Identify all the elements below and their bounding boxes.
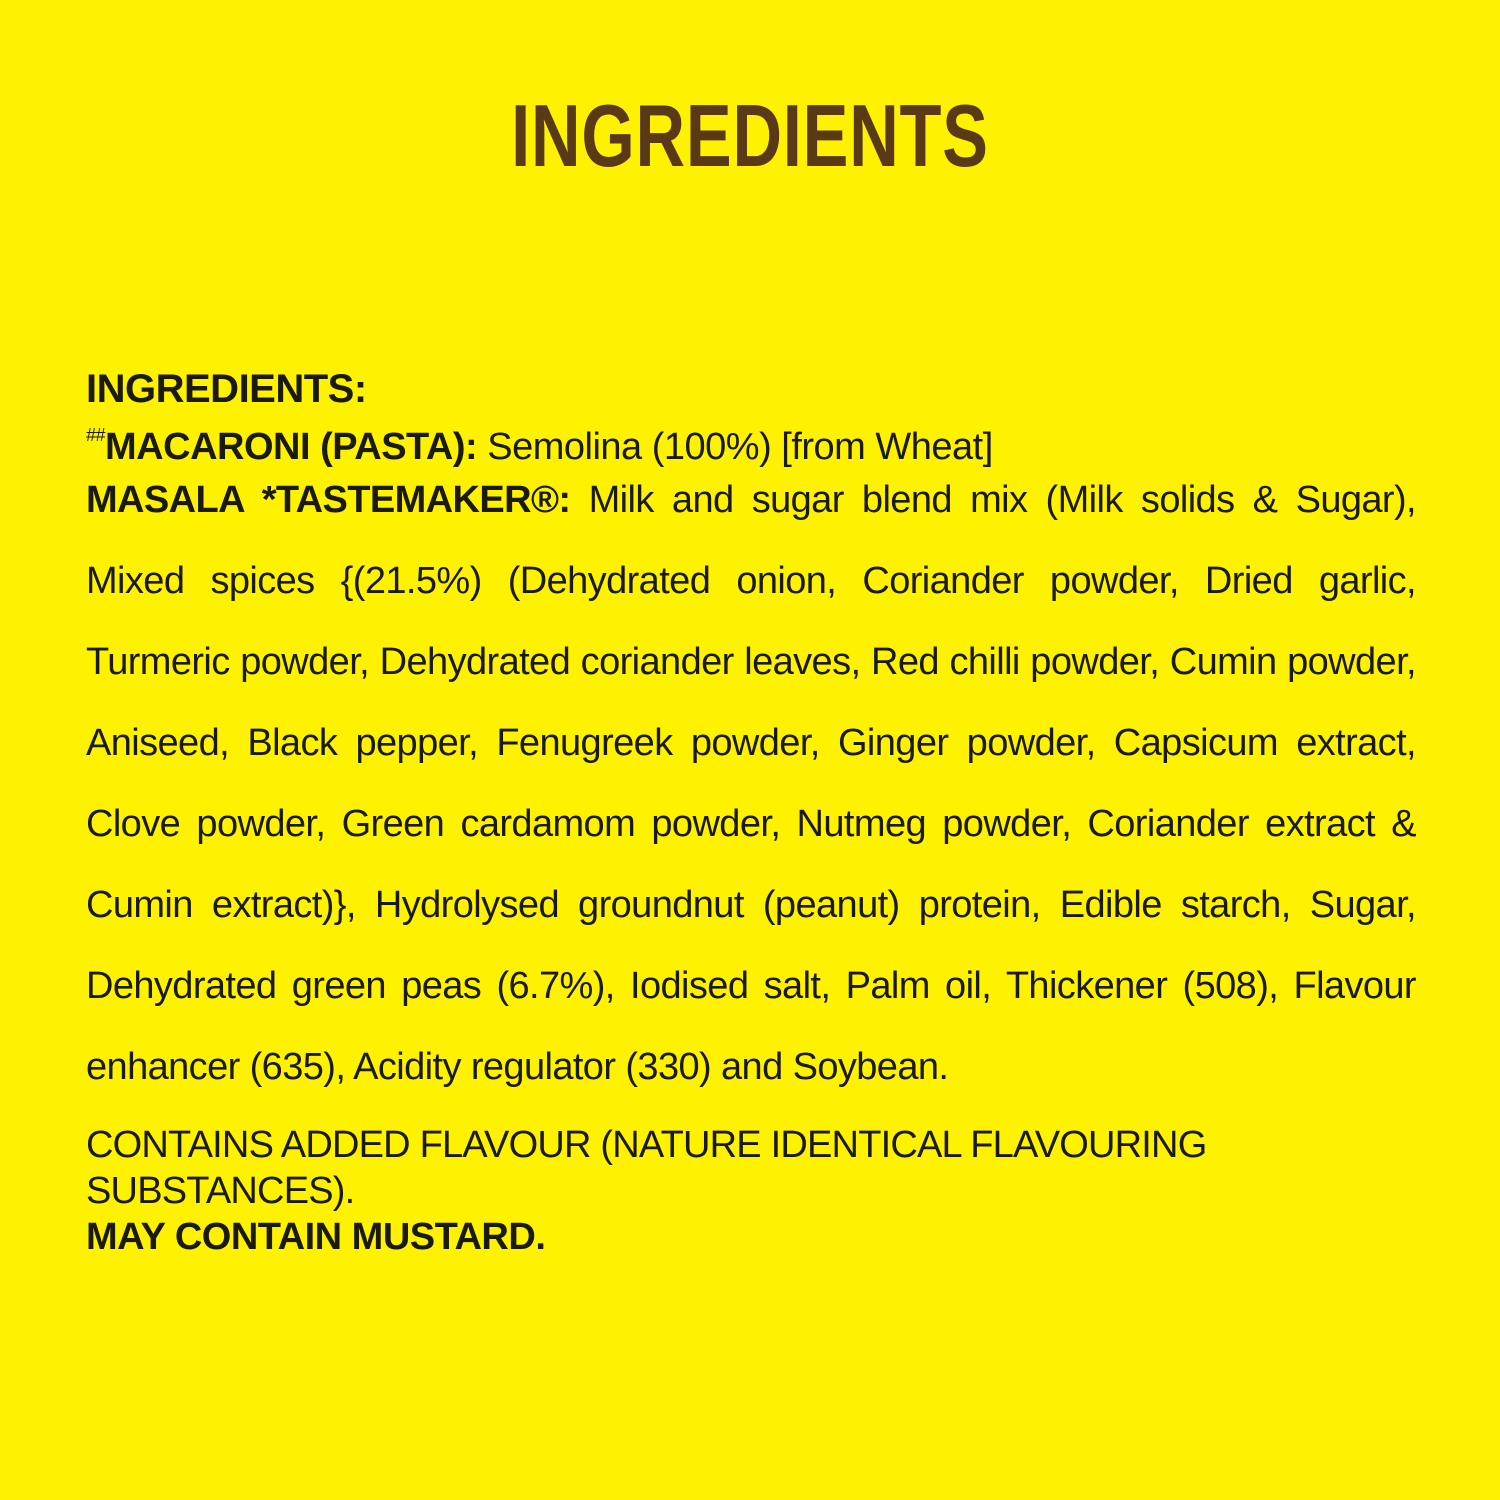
page-title: INGREDIENTS xyxy=(511,86,989,185)
macaroni-text: Semolina (100%) [from Wheat] xyxy=(477,426,993,468)
mustard-warning: MAY CONTAIN MUSTARD. xyxy=(86,1216,546,1258)
ingredients-text-block xyxy=(86,366,1416,1260)
masala-label: MASALA *TASTEMAKER®: xyxy=(86,479,571,521)
macaroni-prefix: ## xyxy=(86,425,106,445)
masala-text: Milk and sugar blend mix (Milk solids & Sugar), Mixed spices {(21.5%) (Dehydrated onion, Coriander powder, Dried garlic, Turmeric powder, Dehydrated coriander leaves, Red chilli powder, Cumin powder, Aniseed, Black pepper, Fenugreek powder, Ginger powder, Capsicum extract, Clove powder, Green cardamom powder, Nutmeg powder, Coriander extract & Cumin extract)}, Hydrolysed groundnut (peanut) protein, Edible starch, Sugar, Dehydrated green peas (6.7%), Iodised salt, Palm oil, Thickener (508), Flavour enhancer (635), Acidity regulator (330) and Soybean. xyxy=(86,479,1416,1088)
masala-paragraph xyxy=(86,460,1416,1108)
ingredients-label: INGREDIENTS: xyxy=(86,367,367,411)
contains-flavour-note: CONTAINS ADDED FLAVOUR (NATURE IDENTICAL FLAVOURING SUBSTANCES). xyxy=(86,1124,1207,1212)
macaroni-label: MACARONI (PASTA): xyxy=(105,426,478,468)
